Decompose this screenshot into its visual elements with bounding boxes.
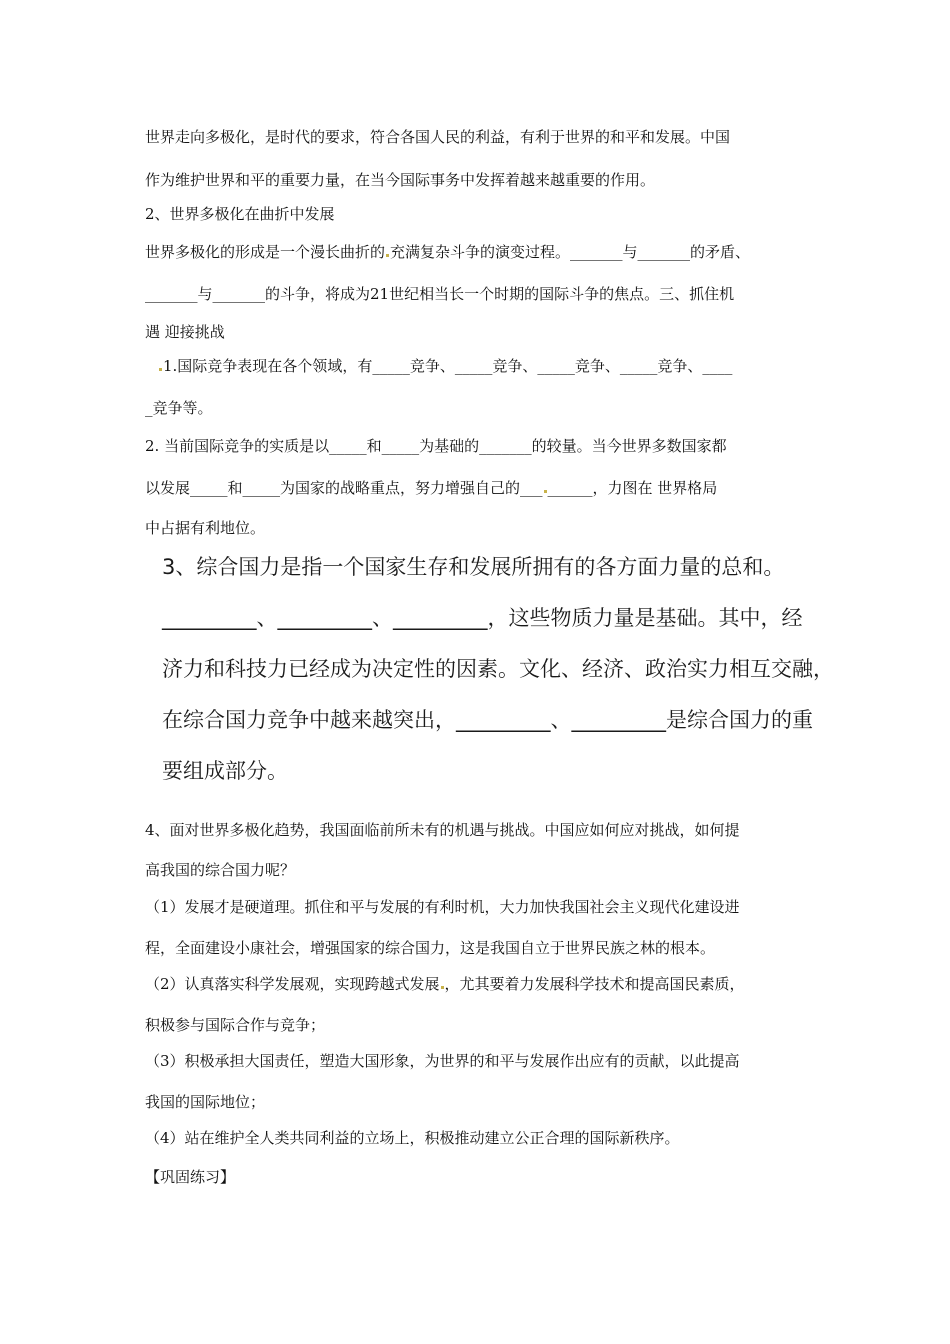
item-2-line-3: 中占据有利地位。: [145, 519, 266, 537]
section-2-line-3: 遇 迎接挑战: [145, 323, 225, 341]
point-4-line-1: （4）站在维护全人类共同利益的立场上，积极推动建立公正合理的国际新秩序。: [145, 1129, 680, 1147]
paragraph-1-line-1: 世界走向多极化，是时代的要求，符合各国人民的利益，有利于世界的和平和发展。中国: [145, 128, 731, 146]
section-2-heading: 2、世界多极化在曲折中发展: [145, 205, 335, 223]
point-2-line-1-part-b: ，尤其要着力发展科学技术和提高国民素质，: [444, 975, 745, 993]
section-2-line-2: _______与_______的斗争，将成为21世纪相当长一个时期的国际斗争的焦点。三、抓住机: [145, 285, 735, 303]
section-2-line-1-part-b: 充满复杂斗争的演变过程。_______与_______的矛盾、: [390, 243, 751, 261]
section-3-line-1: 3、综合国力是指一个国家生存和发展所拥有的各方面力量的总和。: [162, 555, 785, 579]
section-3-line-4: 在综合国力竞争中越来越突出，_________、_________是综合国力的重: [162, 708, 813, 732]
section-3-line-3: 济力和科技力已经成为决定性的因素。文化、经济、政治实力相互交融，: [162, 657, 834, 681]
paragraph-1-line-2: 作为维护世界和平的重要力量，在当今国际事务中发挥着越来越重要的作用。: [145, 171, 656, 189]
item-2-line-2: [145, 478, 717, 498]
item-1-line-2: _竞争等。: [145, 399, 213, 417]
section-4-line-1: 4、面对世界多极化趋势，我国面临前所未有的机遇与挑战。中国应如何应对挑战，如何提: [145, 821, 740, 839]
section-3-line-5: 要组成部分。: [162, 759, 288, 783]
item-2-line-2-part-a: 以发展_____和_____为国家的战略重点，努力增强自己的___: [145, 479, 543, 497]
mark-dot: [159, 368, 162, 371]
point-3-line-1: （3）积极承担大国责任，塑造大国形象，为世界的和平与发展作出应有的贡献，以此提高: [145, 1052, 740, 1070]
mark-dot: [386, 254, 389, 257]
point-1-line-2: 程，全面建设小康社会，增强国家的综合国力，这是我国自立于世界民族之林的根本。: [145, 939, 716, 957]
point-2-line-1-part-a: （2）认真落实科学发展观，实现跨越式发展: [145, 975, 440, 993]
point-2-line-1: [145, 974, 745, 994]
point-2-line-2: 积极参与国际合作与竞争；: [145, 1016, 326, 1034]
section-3-line-2: _________、_________、_________，这些物质力量是基础。其中，经: [162, 606, 803, 630]
item-2-line-2-part-b: ______，力图在 世界格局: [547, 479, 718, 497]
item-1-line-1-text: 1.国际竞争表现在各个领域，有_____竞争、_____竞争、_____竞争、_____竞争、____: [163, 357, 733, 375]
point-3-line-2: 我国的国际地位；: [145, 1093, 266, 1111]
item-2-line-1: 2. 当前国际竞争的实质是以_____和_____为基础的_______的较量。当今世界多数国家都: [145, 437, 727, 455]
mark-dot: [441, 986, 444, 989]
item-1-line-1: [158, 356, 732, 376]
section-2-line-1: [145, 242, 750, 262]
mark-dot: [544, 490, 547, 493]
exercise-heading: 【巩固练习】: [145, 1168, 236, 1186]
point-1-line-1: （1）发展才是硬道理。抓住和平与发展的有利时机，大力加快我国社会主义现代化建设进: [145, 898, 740, 916]
section-4-line-2: 高我国的综合国力呢？: [145, 861, 296, 879]
section-2-line-1-part-a: 世界多极化的形成是一个漫长曲折的: [145, 243, 386, 261]
